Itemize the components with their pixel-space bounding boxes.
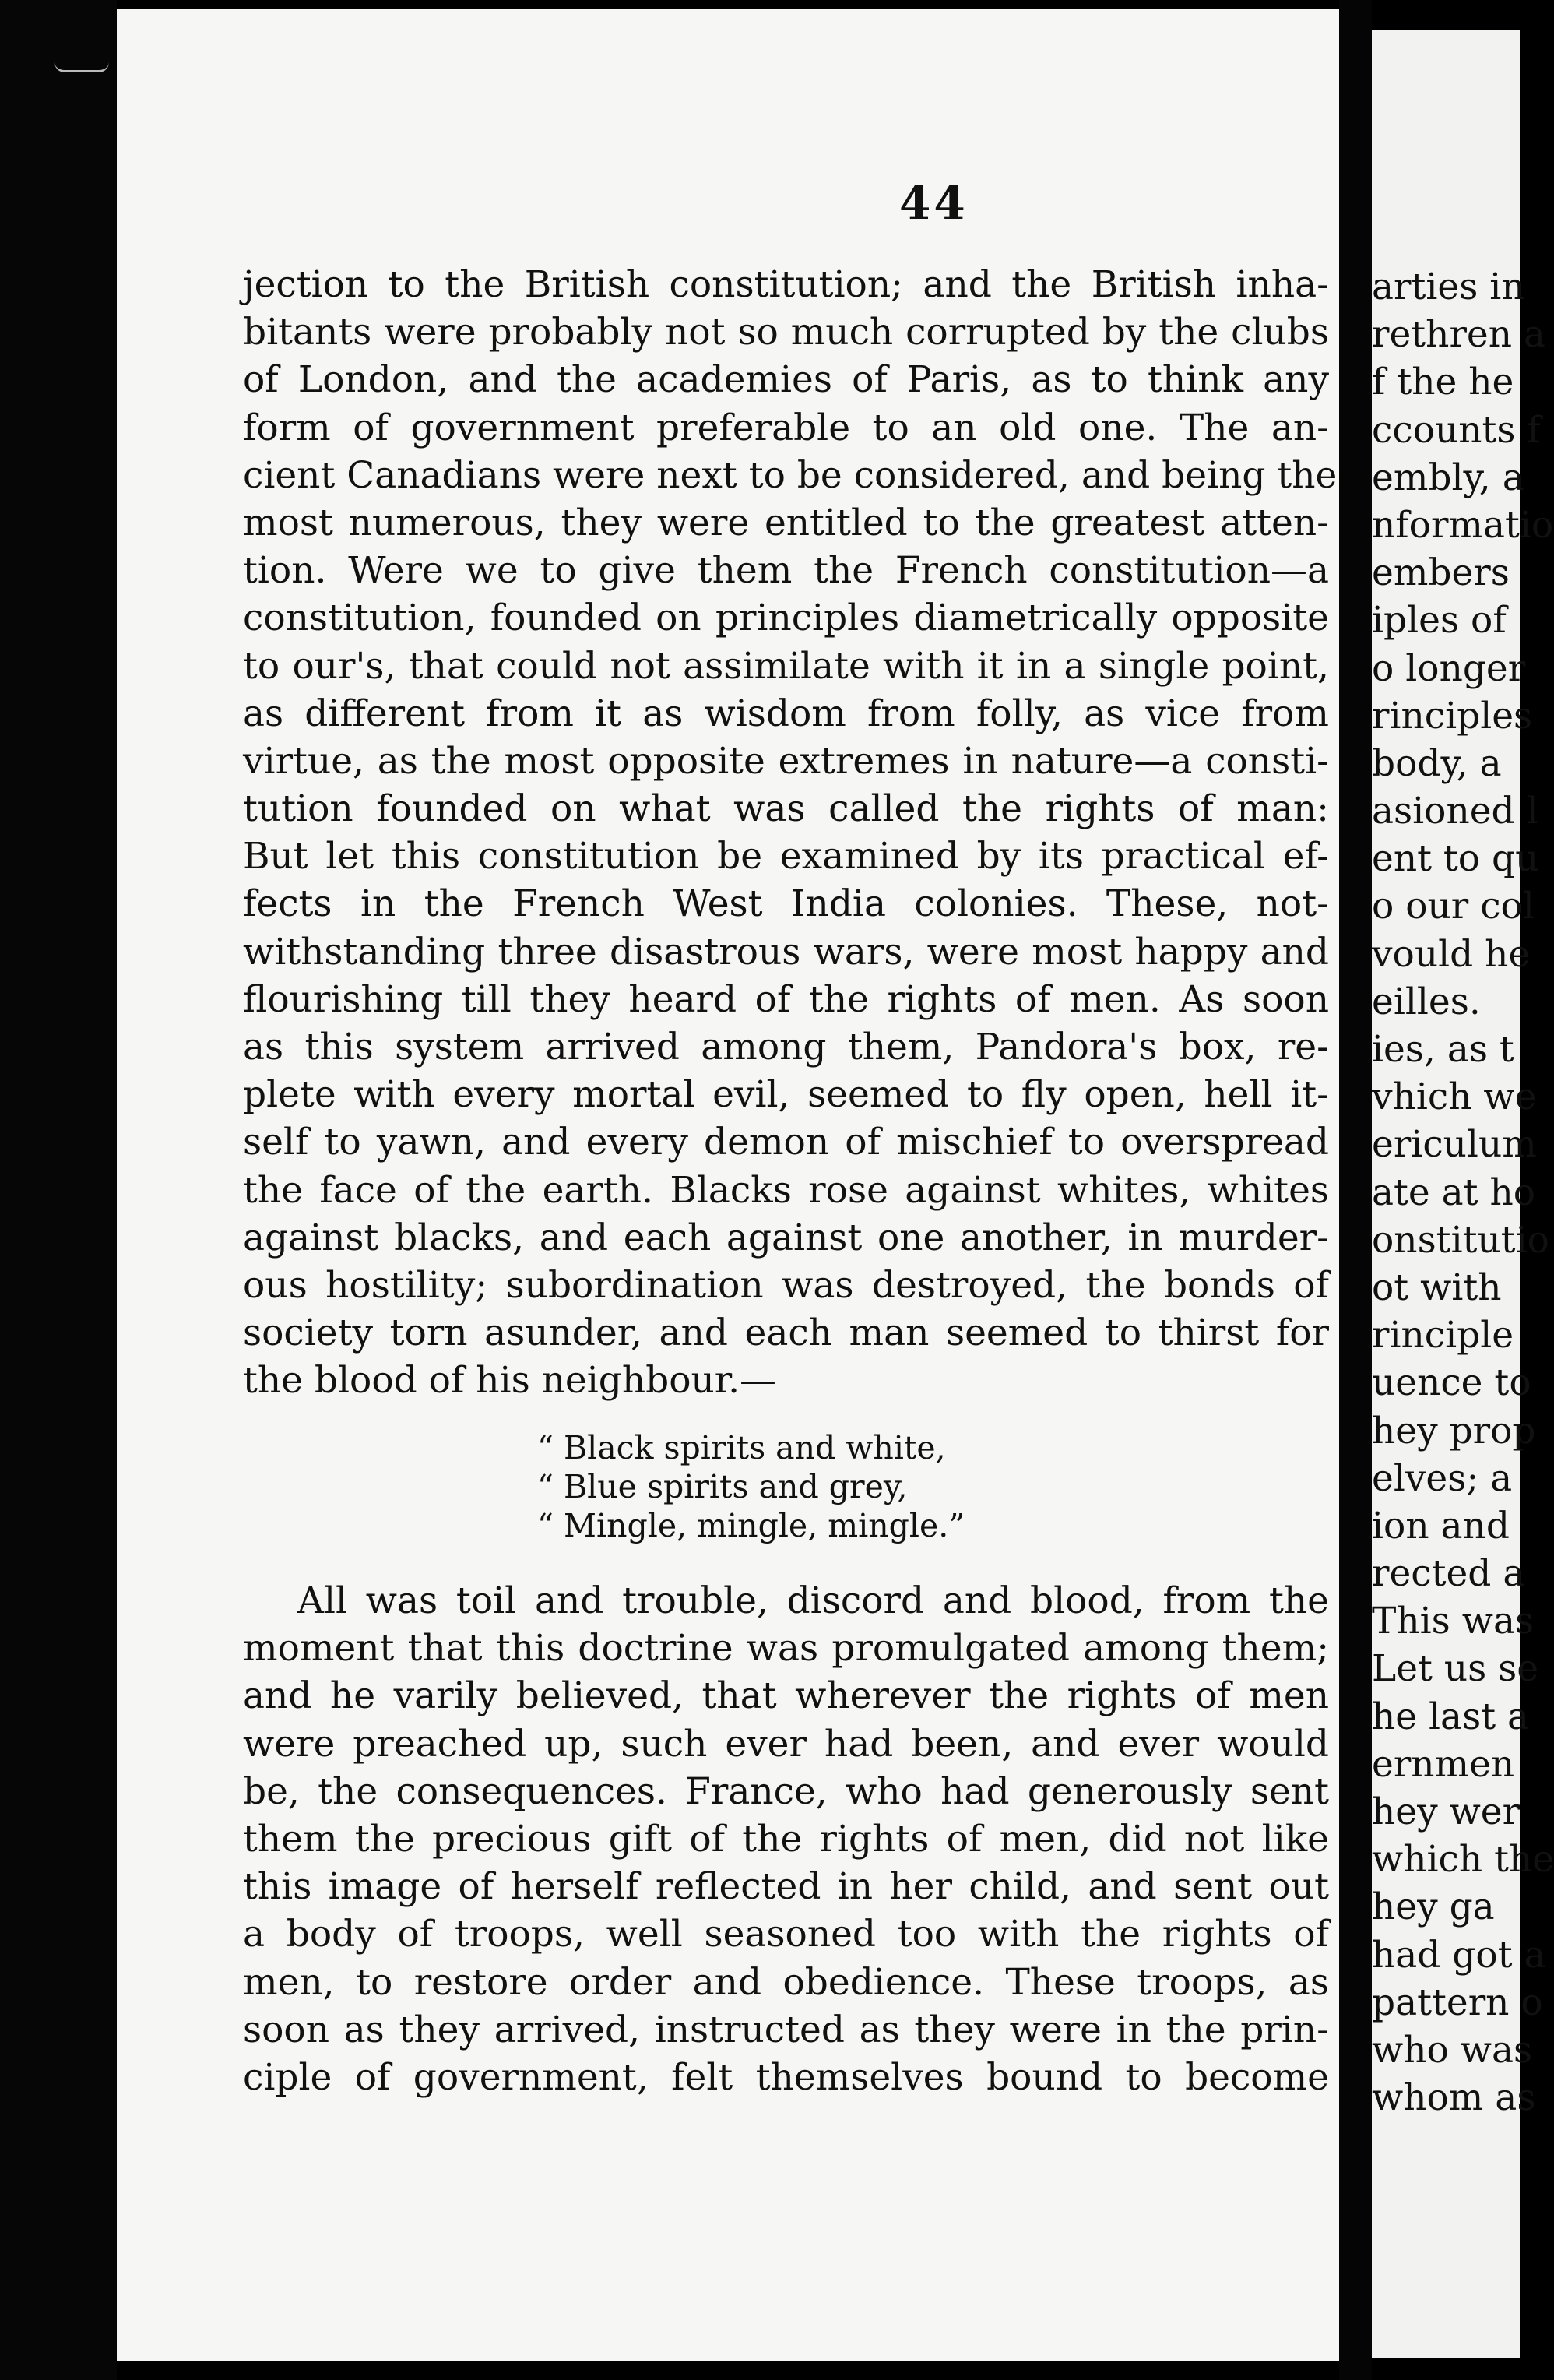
facing-text-line: This was (1372, 1600, 1535, 1643)
facing-text-line: Let us se (1372, 1647, 1539, 1691)
facing-page (1372, 30, 1554, 2358)
text-line: as different from it as wisdom from folly, as vice from (243, 692, 1329, 735)
text-line: ous hostility; subordination was destroyed, the bonds of (243, 1263, 1329, 1307)
text-line: tion. Were we to give them the French constitution—a (243, 549, 1329, 593)
text-line: this image of herself reflected in her child, and sent out (243, 1865, 1329, 1909)
facing-text-line: uence to (1372, 1361, 1531, 1405)
facing-text-line: which the (1372, 1838, 1554, 1882)
text-line: All was toil and trouble, discord and blood, from the (297, 1579, 1329, 1622)
facing-text-line: he last a (1372, 1695, 1530, 1738)
facing-text-line: ericulum (1372, 1123, 1537, 1167)
text-line: society torn asunder, and each man seemed to thirst for (243, 1311, 1329, 1355)
text-line: withstanding three disastrous wars, were most happy and (243, 930, 1329, 973)
facing-text-line: ent to qu (1372, 837, 1539, 881)
page-number: 44 (899, 177, 969, 230)
facing-text-line: ies, as t (1372, 1028, 1514, 1071)
page-gutter (1339, 0, 1372, 2380)
text-line: soon as they arrived, instructed as they were in the prin- (243, 2008, 1329, 2051)
text-line: self to yawn, and every demon of mischief to overspread (243, 1121, 1329, 1164)
facing-text-line: ion and (1372, 1504, 1510, 1547)
facing-text-line: whom as (1372, 2076, 1536, 2120)
text-line: be, the consequences. France, who had generously sent (243, 1769, 1329, 1813)
text-line: of London, and the academies of Paris, as to think any (243, 358, 1329, 402)
facing-text-line: embers (1372, 551, 1510, 595)
paragraph-1 (243, 261, 1338, 1405)
facing-text-line: o our col (1372, 885, 1535, 928)
text-line: the face of the earth. Blacks rose against whites, whites (243, 1168, 1329, 1212)
text-line: against blacks, and each against one another, in murder- (243, 1216, 1329, 1259)
text-line: virtue, as the most opposite extremes in nature—a consti- (243, 739, 1329, 783)
text-line: bitants were probably not so much corrupted by the clubs (243, 311, 1329, 354)
facing-text-line: ot with (1372, 1266, 1502, 1309)
text-line: and he varily believed, that wherever the rights of men (243, 1674, 1329, 1718)
text-line: as this system arrived among them, Pandora's box, re- (243, 1026, 1329, 1069)
text-line: to our's, that could not assimilate with it in a single point, (243, 644, 1329, 688)
facing-text-line: asioned l (1372, 790, 1538, 833)
text-line: constitution, founded on principles diametrically opposite (243, 597, 1329, 640)
facing-text-line: o longer (1372, 646, 1526, 690)
facing-text-line: arties in (1372, 266, 1525, 308)
scan-mark (54, 62, 109, 72)
facing-text-line: rinciples (1372, 694, 1533, 738)
facing-text-line: who was (1372, 2028, 1533, 2072)
text-line: flourishing till they heard of the rights of men. As soon (243, 977, 1329, 1021)
text-line: plete with every mortal evil, seemed to fly open, hell it- (243, 1073, 1329, 1117)
text-line: men, to restore order and obedience. These troops, as (243, 1960, 1329, 2004)
text-line: them the precious gift of the rights of men, did not like (243, 1817, 1329, 1861)
facing-text-line: f the he (1372, 361, 1514, 404)
text-line: ciple of government, felt themselves bound to become (243, 2055, 1329, 2099)
facing-text-line: ernmen (1372, 1742, 1515, 1786)
verse-line: “ Blue spirits and grey, (537, 1468, 908, 1505)
facing-text-line: hey wer (1372, 1790, 1521, 1833)
text-line: tution founded on what was called the rights of man: (243, 787, 1329, 831)
facing-text-line: vhich we (1372, 1076, 1537, 1119)
text-line: fects in the French West India colonies. These, not- (243, 882, 1329, 926)
facing-text-line: body, a (1372, 741, 1502, 785)
text-line: cient Canadians were next to be considered, and being the (243, 453, 1338, 497)
verse-quotation (537, 1428, 965, 1545)
facing-text-line: ate at ho (1372, 1171, 1536, 1214)
facing-text-line: had got a (1372, 1933, 1546, 1977)
facing-text-line: hey prop (1372, 1409, 1536, 1452)
paragraph-2 (243, 1577, 1329, 2101)
facing-text-line: embly, a (1372, 456, 1524, 499)
facing-text-line: rethren a (1372, 313, 1545, 357)
facing-text-line: rected a (1372, 1552, 1525, 1596)
text-line: jection to the British constitution; and the British inha- (243, 263, 1329, 306)
facing-text-line: elves; a (1372, 1456, 1513, 1500)
text-line: a body of troops, well seasoned too with the rights of (243, 1913, 1329, 1956)
facing-text-line: hey ga (1372, 1885, 1495, 1929)
facing-text-line: iples of (1372, 599, 1507, 643)
text-line: moment that this doctrine was promulgated among them; (243, 1627, 1329, 1671)
facing-text-line: onstitutio (1372, 1218, 1549, 1262)
facing-text-line: rinciple (1372, 1314, 1514, 1357)
facing-page-text (1372, 263, 1554, 2121)
text-line: But let this constitution be examined by its practical ef- (243, 835, 1329, 878)
verse-line: “ Black spirits and white, (537, 1429, 946, 1466)
verse-line: “ Mingle, mingle, mingle.” (537, 1507, 965, 1544)
text-line: form of government preferable to an old one. The an- (243, 406, 1329, 449)
text-line: were preached up, such ever had been, and ever would (243, 1722, 1329, 1766)
facing-text-line: eilles. (1372, 980, 1481, 1023)
facing-text-line: ccounts f (1372, 408, 1541, 452)
facing-text-line: nformatio (1372, 503, 1554, 547)
text-line: the blood of his neighbour.— (243, 1359, 777, 1403)
facing-text-line: pattern o (1372, 1980, 1543, 2024)
scan-left-margin (0, 0, 117, 2380)
facing-text-line: vould he (1372, 932, 1531, 976)
text-line: most numerous, they were entitled to the greatest atten- (243, 501, 1329, 544)
